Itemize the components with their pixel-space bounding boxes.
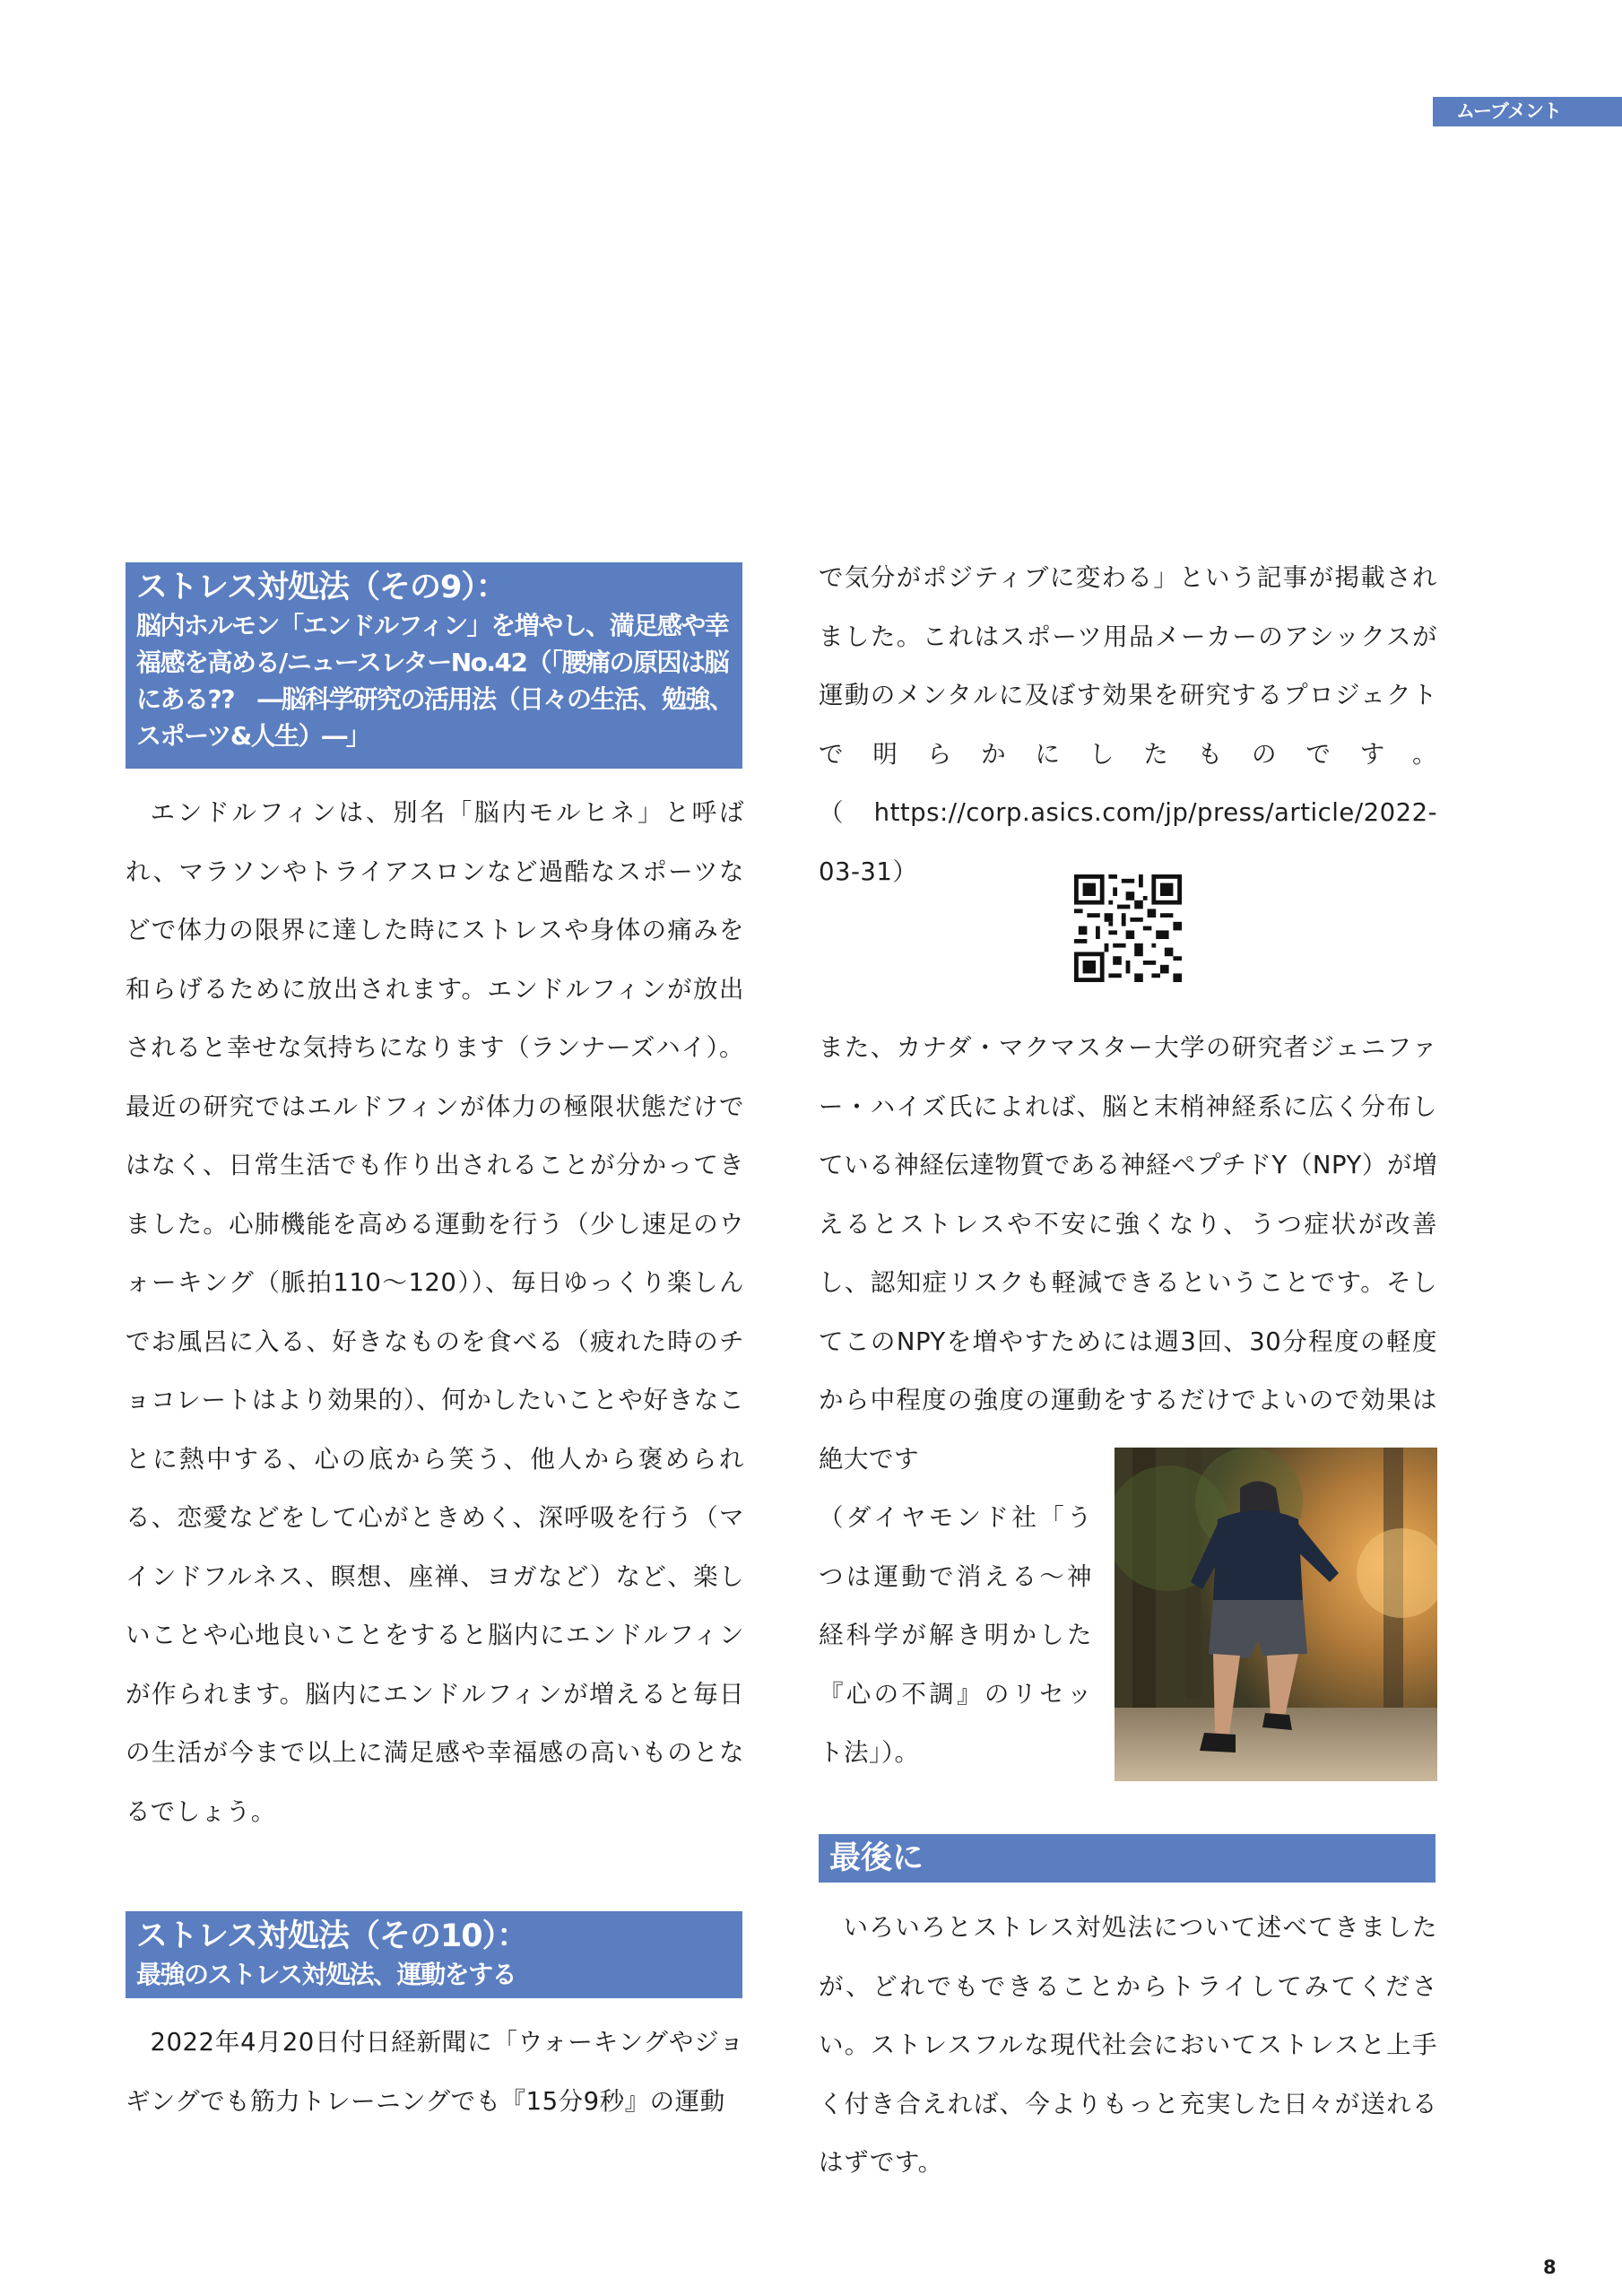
section10-body-cont: で気分がポジティブに変わる」という記事が掲載されました。これはスポーツ用品メーカーのアシックスが運動のメンタルに及ぼす効果を研究するプロジェクトで明らかにしたものです。（https://corp.asics.com/jp/press/article/2022-03-31）	[819, 563, 1437, 886]
section10-title: ストレス対処法（その10）：	[136, 1918, 528, 1954]
section9-body: エンドルフィンは、別名「脳内モルヒネ」と呼ばれ、マラソンやトライアスロンなど過酷なスポーツなどで体力の限界に達した時にストレスや身体の痛みを和らげるために放出されます。エンドルフィンが放出されると幸せな気持ちになります（ランナーズハイ）。最近の研究ではエルドフィンが体力の極限状態だけではなく、日常生活でも作り出されることが分かってきました。心肺機能を高める運動を行う（少し速足のウォーキング（脈拍110〜120））、毎日ゆっくり楽しんでお風呂に入る、好きなものを食べる（疲れた時のチョコレートはより効果的）、何かしたいことや好きなことに熱中する、心の底から笑う、他人から褒められる、恋愛などをして心がときめく、深呼吸を行う（マインドフルネス、瞑想、座禅、ヨガなど）など、楽しいことや心地良いことをすると脳内にエンドルフィンが作られます。脳内にエンドルフィンが増えると毎日の生活が今まで以上に満足感や幸福感の高いものとなるでしょう。	[126, 798, 744, 1826]
runner-photo	[1115, 1448, 1437, 1781]
page-number: 8	[1543, 2257, 1557, 2278]
section9-title: ストレス対処法（その9）：	[136, 570, 507, 605]
section9-subtitle: 脳内ホルモン「エンドルフィン」を増やし、満足感や幸福感を高める/ニュースレターNo.42（「腰痛の原因は脳にある?? ―脳科学研究の活用法（日々の生活、勉強、スポーツ&人生）―」	[136, 611, 733, 751]
section10-heading	[126, 1911, 742, 1998]
conclusion-body: いろいろとストレス対処法について述べてきましたが、どれでもできることからトライしてみてください。ストレスフルな現代社会においてストレスと上手く付き合えれば、今よりもっと充実した日々が送れるはずです。	[819, 1913, 1437, 2177]
section10-body2	[819, 1019, 1437, 1489]
section10-subtitle: 最強のストレス対処法、運動をする	[136, 1960, 516, 1989]
qr-code[interactable]	[1074, 874, 1182, 982]
section10-body-intro: 2022年4月20日付日経新聞に「ウォーキングやジョギングでも筋力トレーニングでも『15分9秒』の運動	[126, 2028, 744, 2116]
conclusion-heading: 最後に	[819, 1834, 1436, 1883]
section10-body2-main: また、カナダ・マクマスター大学の研究者ジェニファー・ハイズ氏によれば、脳と末梢神経系に広く分布している神経伝達物質である神経ペプチドY（NPY）が増えるとストレスや不安に強くなり、うつ症状が改善し、認知症リスクも軽減できるということです。そしてこのNPYを増やすためには週3回、30分程度の軽度から中程度の強度の運動をするだけでよいので効果は絶大です	[819, 1033, 1437, 1474]
section-tag: ムーブメント	[1433, 97, 1622, 126]
section9-heading	[126, 562, 742, 769]
section10-body2-wrap: （ダイヤモンド社「うつは運動で消える〜神経科学が解き明かした『心の不調』のリセット法」）。	[819, 1503, 1092, 1767]
